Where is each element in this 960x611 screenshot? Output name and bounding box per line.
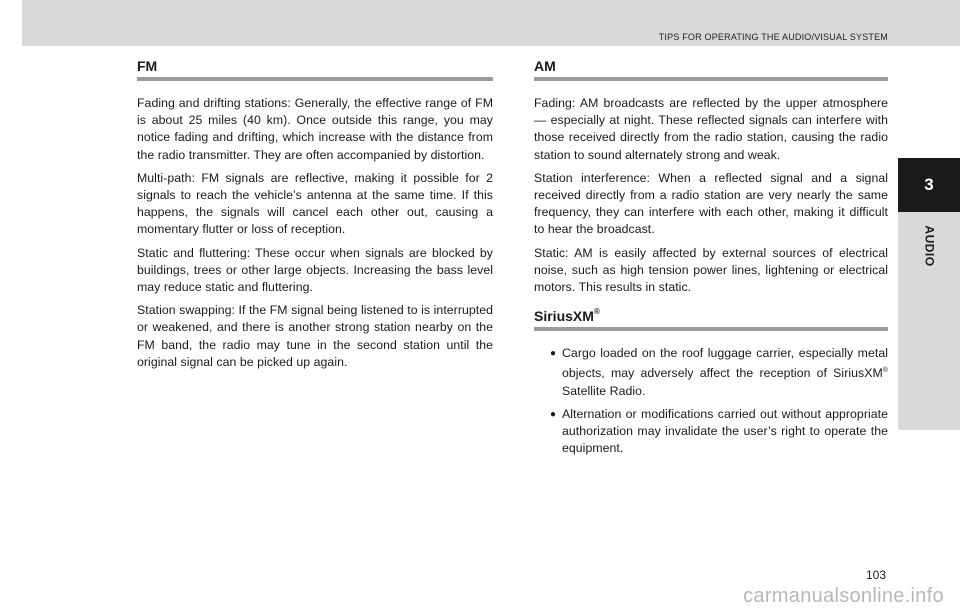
am-paragraph-static: Static: AM is easily affected by external sources of electrical noise, such as high tension power lines, lightening or electrical motors. This results in static. [534, 245, 888, 295]
siriusxm-bullet-list [534, 345, 888, 457]
chapter-header: TIPS FOR OPERATING THE AUDIO/VISUAL SYSTEM [658, 32, 888, 42]
fm-column [137, 58, 493, 377]
am-paragraph-fading: Fading: AM broadcasts are reflected by the upper atmosphere — especially at night. These reflected signals can interfere with those received directly from the radio station, causing the radio station to sound alternately strong and weak. [534, 96, 888, 162]
fm-paragraph-static: Static and fluttering: These occur when signals are blocked by buildings, trees or other large objects. Increasing the bass level may reduce static and fluttering. [137, 245, 493, 295]
siriusxm-heading [534, 308, 888, 331]
fm-paragraph-swapping: Station swapping: If the FM signal being listened to is interrupted or weakened, and there is another strong station nearby on the FM band, the radio may tune in the second station until the original signal can be picked up again. [137, 303, 493, 369]
am-heading: AM [534, 58, 888, 81]
fm-heading: FM [137, 58, 493, 81]
page-number: 103 [866, 568, 887, 582]
chapter-label-wrapper [916, 216, 944, 276]
chapter-label: AUDIO [923, 225, 938, 267]
bullet-dot: ● [550, 408, 557, 420]
bullet-text: Cargo loaded on the roof luggage carrier, especially metal objects, may adversely affect the reception of SiriusXM [562, 346, 888, 381]
siriusxm-bullet-modifications [550, 406, 888, 458]
bullet-text: Alternation or modifications carried out without appropriate authorization may invalidate the user’s right to operate the equipment. [562, 406, 888, 456]
registered-mark: ® [882, 367, 888, 375]
bullet-dot: ● [550, 348, 557, 360]
fm-paragraph-multipath: Multi-path: FM signals are reflective, making it possible for 2 signals to reach the vehicle’s antenna at the same time. If this happens, the signals will cancel each other out, causing a momentary flutter or loss of reception. [137, 170, 493, 237]
am-paragraph-interference: Station interference: When a reflected signal and a signal received directly from a radio station are very nearly the same frequency, they can interfere with each other, making it difficult to hear the broadcast. [534, 170, 888, 237]
registered-mark: ® [593, 307, 600, 317]
chapter-number: 3 [898, 158, 960, 212]
watermark: carmanualsonline.info [743, 585, 944, 607]
siriusxm-bullet-cargo [550, 345, 888, 400]
am-column [534, 58, 888, 464]
siriusxm-heading-text: SiriusXM [534, 308, 594, 325]
fm-paragraph-fading: Fading and drifting stations: Generally, the effective range of FM is about 25 miles (40 km). Once outside this range, you may notice fading and drifting, which increase with the distance from the radio transmitter. They are often accompanied by distortion. [137, 96, 493, 162]
bullet-text-tail: Satellite Radio. [562, 383, 646, 398]
